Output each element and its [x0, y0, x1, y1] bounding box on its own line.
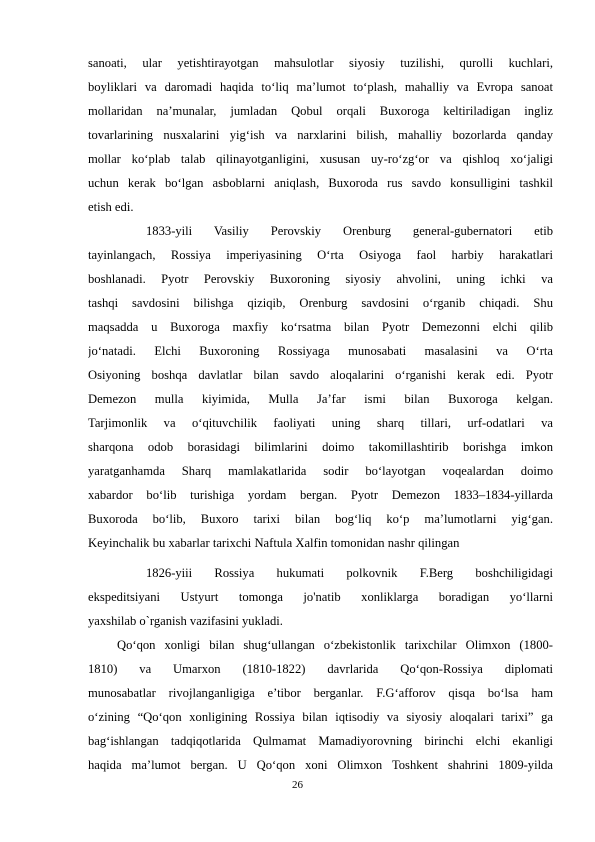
text-line: xabardor bo‘lib turishiga yordam bergan. Pyotr Demezon 1833–1834-yillarda [88, 488, 553, 502]
text-line: Osiyoning boshqa davlatlar bilan savdo aloqalarini o‘rganishi kerak edi. Pyotr [88, 368, 553, 382]
text-line: tovarlarining nusxalarini yig‘ish va narxlarini bilish, mahalliy bozorlarda qanday [88, 128, 553, 142]
text-line: etish edi. [88, 200, 134, 214]
paragraph-first-line: 1833-yili Vasiliy Perovskiy Orenburg general-gubernatori etib [146, 224, 553, 238]
text-line: yaratganhamda Sharq mamlakatlarida sodir bo‘layotgan voqealardan doimo [88, 464, 553, 478]
text-line: tayinlangach, Rossiya imperiyasining O‘rta Osiyoga faol harbiy harakatlari [88, 248, 553, 262]
text-line: boyliklari va daromadi haqida to‘liq ma’lumot to‘plash, mahalliy va Evropa sanoat [88, 80, 553, 94]
text-line: sanoati, ular yetishtirayotgan mahsulotlar siyosiy tuzilishi, qurolli kuchlari, [88, 56, 553, 70]
paragraph-first-line: Qo‘qon xonligi bilan shug‘ullangan o‘zbekistonlik tarixchilar Olimxon (1800- [117, 638, 553, 652]
text-line: boshlanadi. Pyotr Perovskiy Buxoroning siyosiy ahvolini, uning ichki va [88, 272, 553, 286]
text-line: Keyinchalik bu xabarlar tarixchi Naftula Xalfin tomonidan nashr qilingan [88, 536, 460, 550]
text-line: yaxshilab o`rganish vazifasini yukladi. [88, 614, 283, 628]
text-line: munosabatlar rivojlanganligiga e’tibor berganlar. F.G‘afforov qisqa bo‘lsa ham [88, 686, 553, 700]
text-line: tashqi savdosini bilishga qiziqib, Orenburg savdosini o‘rganib chiqadi. Shu [88, 296, 553, 310]
text-line: bag‘ishlangan tadqiqotlarida Qulmamat Mamadiyorovning birinchi elchi ekanligi [88, 734, 553, 748]
text-line: Tarjimonlik va o‘qituvchilik faoliyati uning sharq tillari, urf-odatlari va [88, 416, 553, 430]
text-line: jo‘natadi. Elchi Buxoroning Rossiyaga munosabati masalasini va O‘rta [88, 344, 553, 358]
text-line: Buxoroda bo‘lib, Buxoro tarixi bilan bog‘liq ko‘p ma’lumotlarni yig‘gan. [88, 512, 553, 526]
text-line: ekspeditsiyani Ustyurt tomonga jo'natib xonliklarga boradigan yo‘llarni [88, 590, 553, 604]
text-line: mollar ko‘plab talab qilinayotganligini, xususan uy-ro‘zg‘or va qishloq xo‘jaligi [88, 152, 553, 166]
page-number: 26 [292, 779, 303, 791]
text-line: uchun kerak bo‘lgan asboblarni aniqlash, Buxoroda rus savdo konsulligini tashkil [88, 176, 553, 190]
text-line: mollaridan na’munalar, jumladan Qobul orqali Buxoroga keltiriladigan ingliz [88, 104, 553, 118]
text-line: 1810) va Umarxon (1810-1822) davrlarida Qo‘qon-Rossiya diplomati [88, 662, 553, 676]
paragraph-first-line: 1826-yiii Rossiya hukumati polkovnik F.Berg boshchiligidagi [146, 566, 553, 580]
text-line: maqsadda u Buxoroga maxfiy ko‘rsatma bilan Pyotr Demezonni elchi qilib [88, 320, 553, 334]
text-line: haqida ma’lumot bergan. U Qo‘qon xoni Olimxon Toshkent shahrini 1809-yilda [88, 758, 553, 772]
text-line: sharqona odob borasidagi bilimlarini doimo takomillashtirib borishga imkon [88, 440, 553, 454]
text-line: o‘zining “Qo‘qon xonligining Rossiya bilan iqtisodiy va siyosiy aloqalari tarixi” ga [88, 710, 553, 724]
text-line: Demezon mulla kiyimida, Mulla Ja’far ismi bilan Buxoroga kelgan. [88, 392, 553, 406]
